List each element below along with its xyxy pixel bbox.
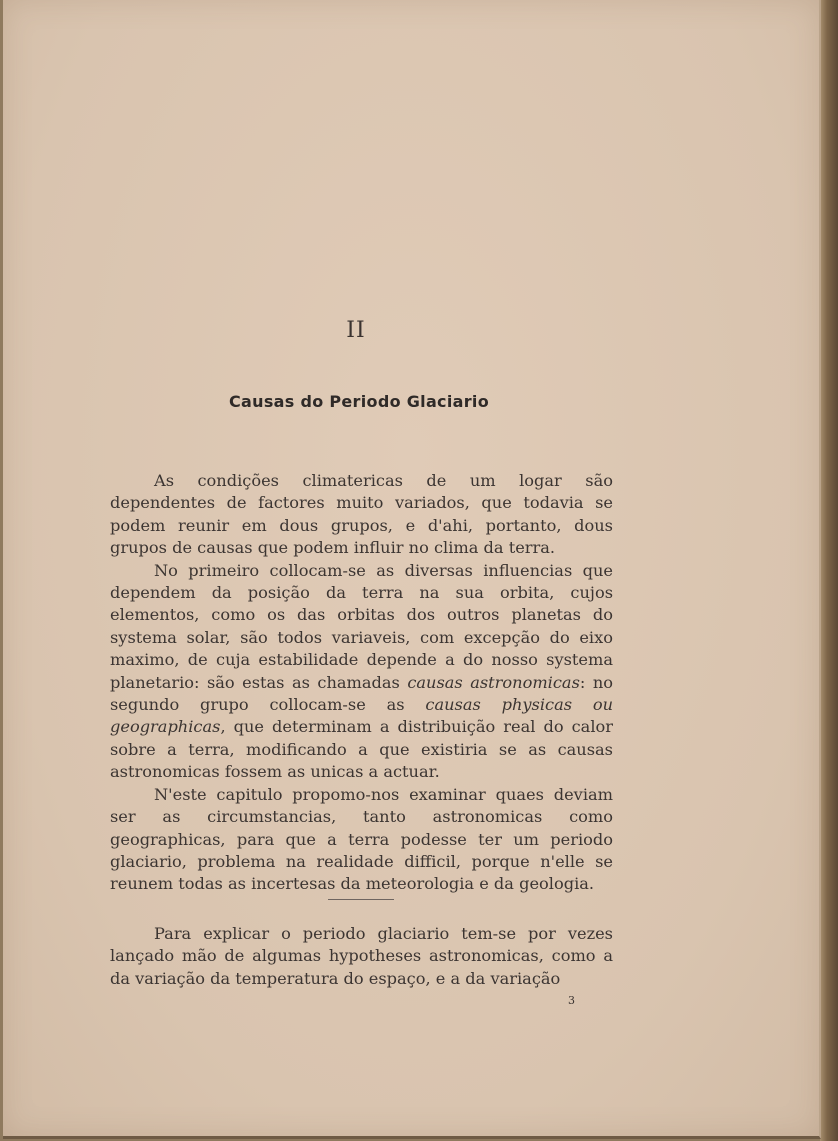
italic-term-astronomical: causas astronomicas [407,672,580,692]
body-text-section [110,470,613,896]
paragraph-2-part-c: , que determinam a distribuição real do calor sobre a terra, modificando a que existiria se as causas astronomicas fossem as unicas a actuar. [110,717,613,782]
book-page [3,0,821,1139]
section-divider [328,899,394,900]
paragraph-1: As condições climatericas de um logar são dependentes de factores muito variados, que todavia se podem reunir em dous grupos, e d'ahi, portanto, dous grupos de causas que podem influir no clima da terra. [110,471,613,558]
paragraph-3: N'este capitulo propomo-nos examinar quaes deviam ser as circumstancias, tanto astronomicas como geographicas, para que a terra podesse ter um periodo glaciario, problema na realidade difficil, porque n'elle se reunem todas as incertesas da meteorologia e da geologia. [110,784,613,894]
book-spine-edge [820,0,838,1141]
paragraph-4: Para explicar o periodo glaciario tem-se por vezes lançado mão de algumas hypotheses astronomicas, como a da variação da temperatura do espaço, e a da variação [110,924,613,988]
paragraph-2 [110,560,613,784]
italic-term-physical: causas physicas ou geographicas [110,695,614,737]
page-number: 3 [568,994,575,1007]
chapter-number: II [346,318,366,343]
paragraph-2-part-b: : no segundo grupo collocam-se as [110,672,613,715]
body-text-continuation [110,923,613,990]
paragraph-2-part-a: No primeiro collocam-se as diversas influencias que dependem da posição da terra na sua orbita, cujos elementos, como os das orbitas dos outros planetas do systema solar, são todos variaveis, com excepção do eixo maximo, de cuja estabilidade depende a do nosso systema planetario: são estas as chamadas [110,560,613,692]
chapter-title: Causas do Periodo Glaciario [229,392,489,411]
